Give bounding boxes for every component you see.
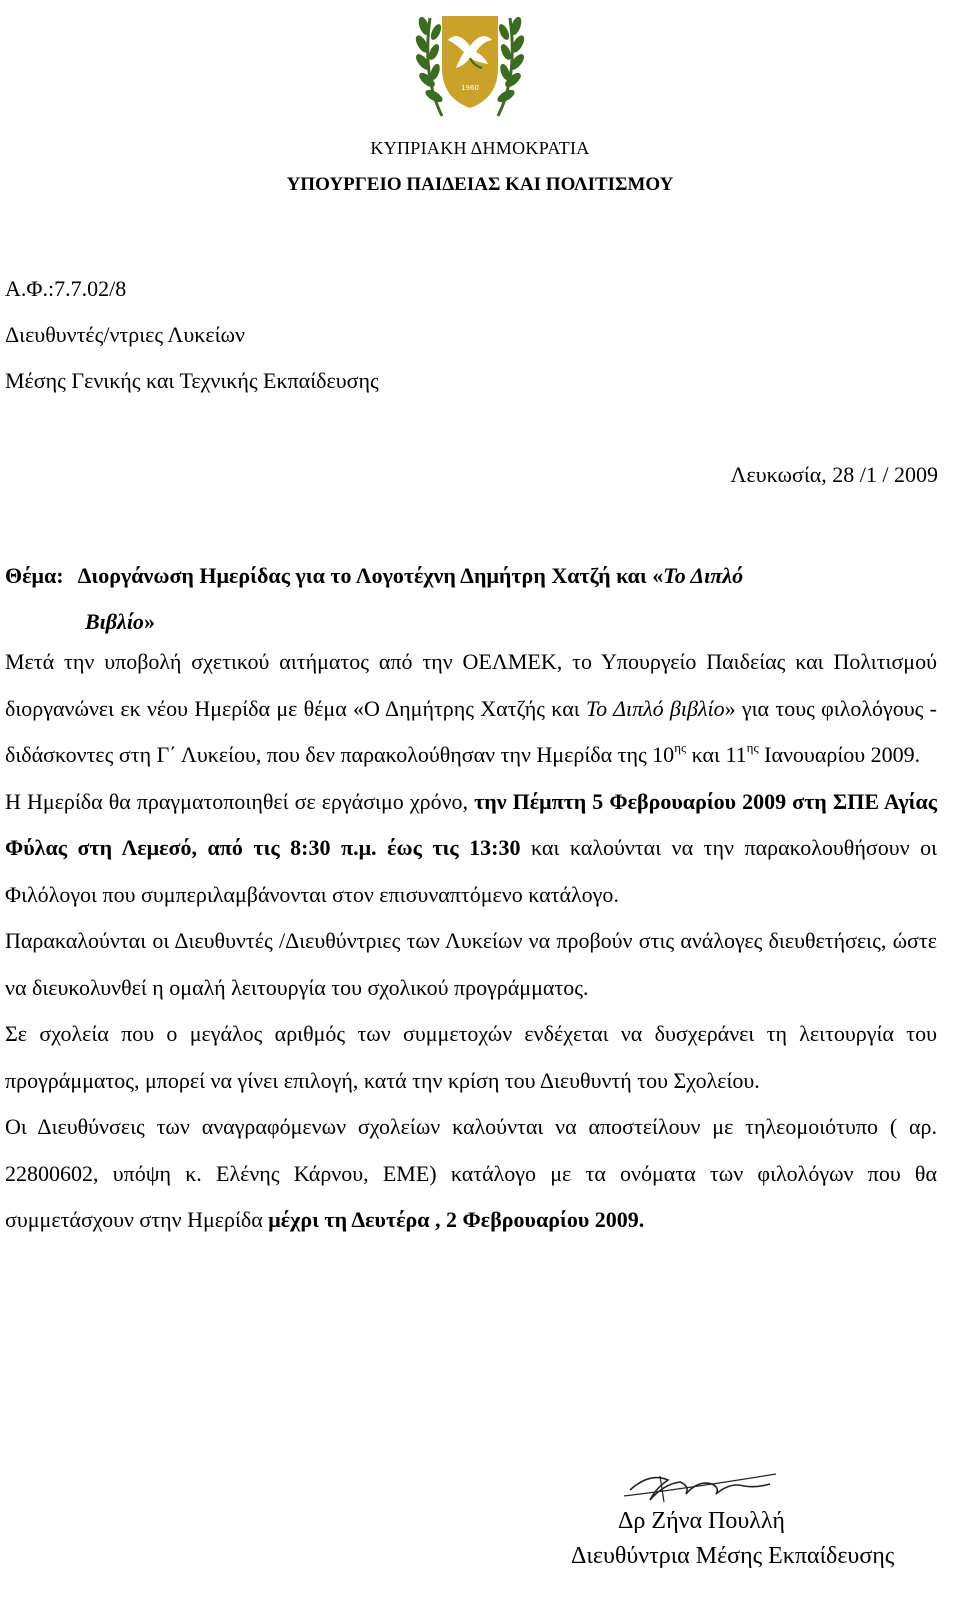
paragraph-1-text: Μετά την υποβολή σχετικού αιτήματος από την ΟΕΛΜΕΚ, το Υπουργείο Παιδείας και Πολιτισμού διοργανώνει εκ νέου Ημερίδα με θέμα «Ο Δημήτρης Χατζής και [5, 649, 937, 721]
paragraph-1-text-2: » για τους φιλολόγους - διδάσκοντες στη Γ΄ Λυκείου, που δεν παρακολούθησαν την Ημερίδα της 10 [5, 695, 937, 767]
coat-of-arms-emblem [412, 6, 528, 124]
emblem-year: 1960 [461, 84, 479, 92]
handwritten-signature [620, 1466, 780, 1506]
paragraph-1-italic: Το Διπλό βιβλίο [585, 695, 725, 721]
olive-branch-left [414, 16, 444, 116]
subject-italic-cont: Βιβλίο [85, 609, 144, 634]
ordinal-suffix: ης [674, 739, 687, 755]
paragraph-1-text-3: και 11 [686, 742, 747, 767]
reference-number: Α.Φ.:7.7.02/8 [5, 276, 127, 301]
paragraph-2-bold: την Πέμπτη 5 Φεβρουαρίου 2009 στη ΣΠΕ Αγίας Φύλας στη Λεμεσό, από τις 8:30 π.μ. έως τις 13:30 [5, 788, 938, 860]
ministry-name: ΥΠΟΥΡΓΕΙΟ ΠΑΙΔΕΙΑΣ ΚΑΙ ΠΟΛΙΤΙΣΜΟΥ [286, 174, 674, 195]
paragraph-5 [5, 1104, 937, 1244]
paragraph-2-text-2: και καλούνται να την παρακολουθήσουν οι Φιλόλογοι που συμπεριλαμβάνονται στον επισυναπτόμενο κατάλογο. [5, 835, 937, 907]
paragraph-3: Παρακαλούνται οι Διευθυντές /Διευθύντριες των Λυκείων να προβούν στις ανάλογες διευθετήσεις, ώστε να διευκολυνθεί η ομαλή λειτουργία του σχολικού προγράμματος. [5, 928, 937, 1000]
letter-date: Λευκωσία, 28 /1 / 2009 [730, 462, 938, 487]
subject-line [5, 553, 937, 645]
subject-text: Διοργάνωση Ημερίδας για το Λογοτέχνη Δημήτρη Χατζή και « [77, 563, 664, 588]
republic-name: ΚΥΠΡΙΑΚΗ ΔΗΜΟΚΡΑΤΙΑ [370, 138, 590, 158]
signatory-name: Δρ Ζήνα Πουλλή [618, 1508, 785, 1534]
paragraph-2-text: Η Ημερίδα θα πραγματοποιηθεί σε εργάσιμο χρόνο, [5, 788, 475, 814]
recipients-line-2: Μέσης Γενικής και Τεχνικής Εκπαίδευσης [5, 368, 379, 393]
paragraph-2 [5, 779, 937, 919]
paragraph-1 [5, 639, 937, 779]
recipients-line-1: Διευθυντές/ντριες Λυκείων [5, 322, 245, 347]
paragraph-5-bold: μέχρι τη Δευτέρα , 2 Φεβρουαρίου 2009. [268, 1207, 645, 1232]
subject-italic: Το Διπλό [663, 563, 744, 588]
paragraph-4: Σε σχολεία που ο μεγάλος αριθμός των συμμετοχών ενδέχεται να δυσχεράνει τη λειτουργία του προγράμματος, μπορεί να γίνει επιλογή, κατά την κρίση του Διευθυντή του Σχολείου. [5, 1021, 937, 1093]
emblem-shield [442, 16, 498, 108]
subject-label: Θέμα: [5, 563, 64, 588]
letter-body [5, 639, 937, 1244]
ordinal-suffix: ης [746, 739, 759, 755]
subject-tail: » [143, 609, 155, 634]
signatory-title: Διευθύντρια Μέσης Εκπαίδευσης [571, 1543, 895, 1569]
olive-branch-right [496, 16, 526, 116]
paragraph-1-text-4: Ιανουαρίου 2009. [758, 742, 921, 767]
paragraph-5-text: Οι Διευθύνσεις των αναγραφόμενων σχολείων καλούνται να αποστείλουν με τηλεομοιότυπο ( αρ. 22800602, υπόψη κ. Ελένης Κάρνου, ΕΜΕ) κατάλογο με τα ονόματα των φιλολόγων που θα συμμετάσχουν στην Ημερίδα [5, 1114, 937, 1232]
